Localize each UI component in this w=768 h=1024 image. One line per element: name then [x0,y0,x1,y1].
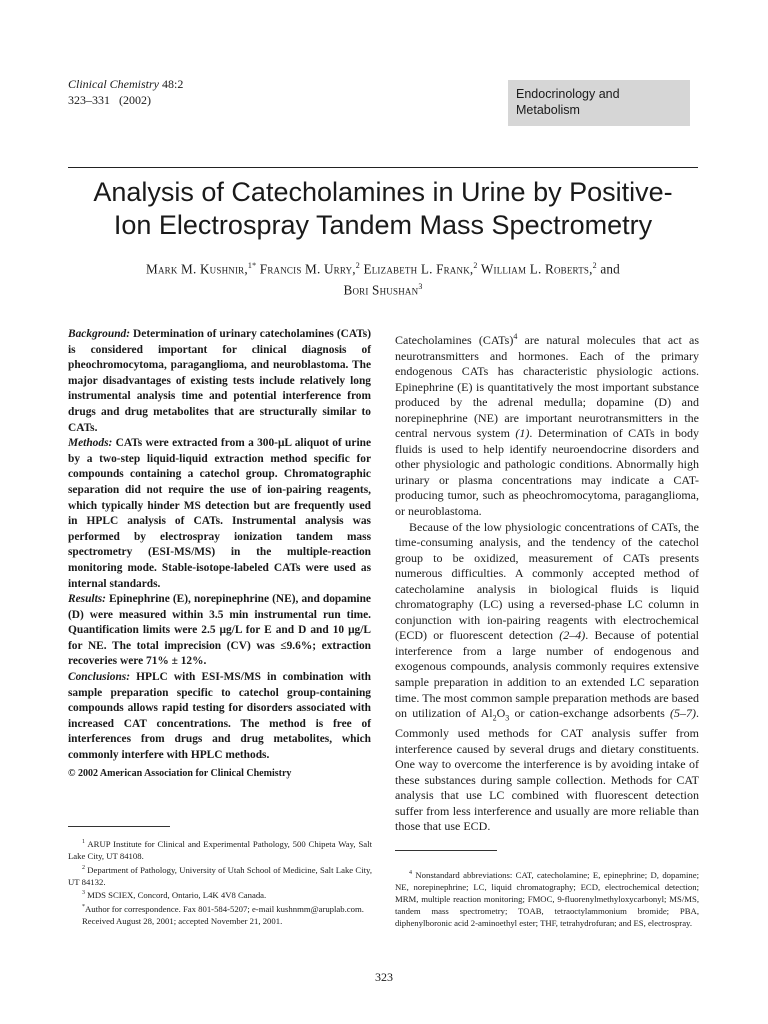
abstract-label: Results: [68,593,106,606]
author-affiliation-mark: 2 [592,261,597,270]
abstract-text: Epinephrine (E), norepinephrine (NE), and dopamine (D) were measured within 3.5 min instrumental run time. Quantification limits were 2.5 μg/L for E and D and 10 μg/L for NE. The total imprecision (CV) was ≤9.6%; extraction recoveries were 71% ± 12%. [68,593,371,668]
volume-issue: 48:2 [159,77,184,91]
section-label-line2: Metabolism [516,103,580,117]
paragraph [395,329,699,520]
author-name: William L. Roberts, [477,261,593,277]
footnote [68,888,372,902]
received-dates: Received August 28, 2001; accepted November 21, 2001. [82,916,283,926]
footnote-divider [395,850,497,851]
footnote-divider [68,826,170,827]
footnote-mark: 4 [409,870,412,876]
abstract-text: HPLC with ESI-MS/MS in combination with sample preparation specific to catechol group-containing compounds allows rapid testing for disorders associated with increased CAT concentrations. The method is free of interferences from drugs and drug metabolites, which commonly interfere with HPLC methods. [68,671,371,762]
text-run: . Determination of CATs in body fluids is used to help identify neuroendocrine disorders and other physiologic and pathologic conditions. Abnormally high urinary or plasma concentrations may indicate a CAT-producing tumor, such as pheochromocytoma, paraganglioma, or neuroblastoma. [395,426,699,519]
footnote-text: Nonstandard abbreviations: CAT, catecholamine; E, epinephrine; D, dopamine; NE, norepinephrine; LC, liquid chromatography; ECD, electrochemical detection; MRM, multiple reaction monitoring; FMOC, 9-fluorenylmethyloxycarbonyl; MS/MS, tandem mass spectrometry; TOAB, tetraoctylammonium bromide; PBA, diphenylboronic acid 2-aminoethyl ester; THF, tetrahydrofuran; and ES, electrospray. [395,869,699,928]
title-line1: Analysis of Catecholamines in Urine by Positive- [93,177,673,207]
subscript: 3 [505,713,510,723]
author-affiliation-mark: 2 [355,261,360,270]
abstract-label: Conclusions: [68,671,131,684]
body-text [395,329,699,835]
copyright-notice: © 2002 American Association for Clinical Chemistry [68,767,292,779]
author-list [68,257,698,300]
footnote [395,868,699,929]
text-run: . Because of potential interference from a large number of endogenous and exogenous compounds, analysis commonly requires extensive sample preparation in addition to an extended LC separation time. The most common sample preparation methods are based on utilization of Al [395,628,699,721]
abstract [68,327,371,781]
abbreviations-footnote [395,868,699,929]
footnote-mark: 1 [82,839,85,845]
text-run: or cation-exchange adsorbents [509,706,670,721]
article-title [68,176,698,242]
subscript: 2 [492,713,497,723]
footnote-text: ARUP Institute for Clinical and Experimental Pathology, 500 Chipeta Way, Salt Lake City, UT 84108. [68,838,372,861]
affiliation-footnotes [68,837,372,928]
section-label-line1: Endocrinology and [516,87,620,101]
abstract-label: Methods: [68,437,113,450]
footnote-mark: 2 [82,864,85,871]
abstract-label: Background: [68,328,131,340]
header-divider [68,167,698,168]
citation-ref: (1) [515,426,530,441]
author-affiliation-mark: 1* [247,261,257,270]
author-name: Bori Shushan [343,282,419,298]
text-run: O [496,706,506,721]
author-affiliation-mark: 3 [418,282,423,292]
footnote [68,902,372,916]
text-run: . Commonly used methods for CAT analysis suffer from interference caused by several drugs and dietary constituents. One way to overcome the interference is by avoiding intake of these substances during sample collection. Methods for CAT analysis that use LC combined with fluorescent detection suffer from less interference and usually are more reliable than those that use ECD. [395,706,699,834]
footnote-mark: * [82,904,85,911]
journal-citation [68,76,183,108]
pages-year: 323–331 (2002) [68,93,151,107]
footnote [68,863,372,889]
author-name: Mark M. Kushnir, [146,261,248,277]
section-label-box [508,80,690,126]
journal-name: Clinical Chemistry [68,77,159,91]
author-name: Elizabeth L. Frank, [359,261,474,277]
author-affiliation-mark: 2 [473,261,478,270]
author-name: Francis M. Urry, [256,261,356,277]
footnote-text: MDS SCIEX, Concord, Ontario, L4K 4V8 Canada. [85,890,267,901]
footnote-mark: 4 [513,332,518,341]
abstract-results [68,592,371,670]
page-number: 323 [375,970,393,984]
text-run: are natural molecules that act as neurotransmitters and hormones. Each of the primary endogenous CATs has characteristic physiologic actions. Epinephrine (E) is quantitatively the most important substance produced by the adrenal medulla; dopamine (D) and norepinephrine (NE) are important neurotransmitters in the central nervous system [395,333,700,441]
abstract-background [68,327,371,436]
citation-ref: (5–7) [670,706,696,721]
author-conjunction: and [596,261,620,277]
footnote-text: Department of Pathology, University of Utah School of Medicine, Salt Lake City, UT 84132. [68,864,372,887]
citation-ref: (2–4) [559,628,586,643]
text-run: Because of the low physiologic concentrations of CATs, the time-consuming analysis, and the tendency of the catechol group to be oxidized, measurement of CATs presents numerous difficulties. A commonly accepted method of catecholamine analysis in biological fluids is liquid chromatography (LC) using a reversed-phase LC column in conjunction with ion-pairing reagents with electrochemical (ECD) or fluorescent detection [395,519,699,643]
abstract-methods [68,436,371,592]
footnote-mark: 3 [82,890,85,897]
footnote-text: Author for correspondence. Fax 801-584-5207; e-mail kushnmm@aruplab.com. [85,904,364,915]
text-run: Catecholamines (CATs) [395,333,514,347]
footnote [68,837,372,863]
paragraph [395,520,699,835]
abstract-text: CATs were extracted from a 300-μL aliquot of urine by a two-step liquid-liquid extraction method specific for compounds containing a catechol group. Chromatographic separation did not require the use of ion-pairing reagents, which typically hinder MS detection but are frequently used in HPLC analysis of CATs. Instrumental analysis was performed by electrospray ionization tandem mass spectrometry (ESI-MS/MS) in the multiple-reaction monitoring mode. Stable-isotope-labeled CATs were used as internal standards. [68,437,371,590]
abstract-text: Determination of urinary catecholamines (CATs) is considered important for clinical diagnosis of pheochromocytoma, paraganglioma, and neuroblastoma. The major disadvantages of existing tests include relatively long instrumental analysis time and potential interference from drugs and drug metabolites that are structurally similar to CATs. [68,328,371,434]
abstract-conclusions [68,670,371,764]
title-line2: Ion Electrospray Tandem Mass Spectrometry [113,210,653,240]
